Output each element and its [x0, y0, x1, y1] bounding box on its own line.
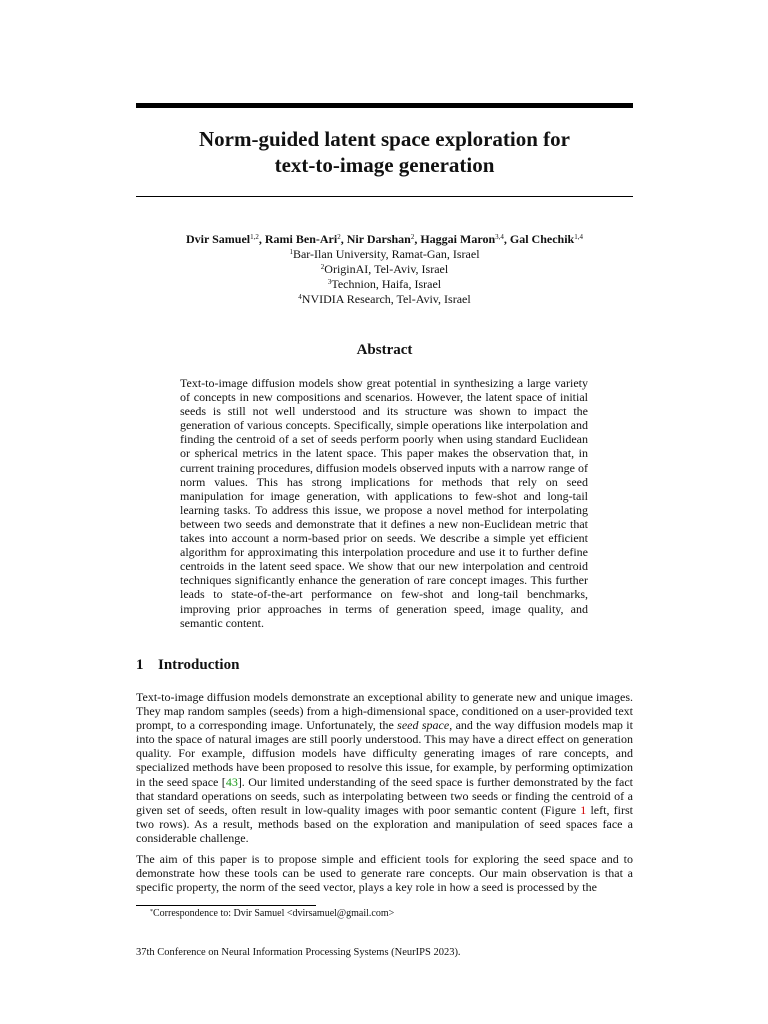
paper-title: [136, 126, 633, 178]
affiliation-4-text: NVIDIA Research, Tel-Aviv, Israel: [301, 292, 471, 306]
author-3-affil: 2: [410, 233, 415, 241]
author-4: Haggai Maron: [420, 232, 496, 246]
intro-p1-part-a: Text-to-image diffusion models demonstrate an exceptional ability to generate new and unique images. They map random samples (seeds) from a high-dimensional space, conditioned on a user-provided text prompt, to a corresponding image. Unfortunately, the: [136, 690, 633, 733]
author-4-affil: 3,4: [495, 233, 504, 241]
affiliation-1: [136, 247, 633, 262]
author-5-affil: 1,4: [574, 233, 583, 241]
affiliation-1-mark: 1: [289, 248, 293, 256]
author-1-affil: 1,2: [250, 233, 259, 241]
footnote: [150, 907, 630, 920]
affiliation-2-mark: 2: [320, 263, 325, 271]
section-heading-introduction: [136, 657, 633, 674]
intro-p1-part-c: ]. Our limited understanding of the seed space is further demonstrated by the fact that standard operations on seeds, such as interpolating between two seeds or finding the centroid of a given set of seeds, often result in low-quality images with poor semantic content (Figure: [136, 774, 633, 817]
intro-p1-part-b: , and the way diffusion models map it into the space of natural images are still poorly understood. This may have a direct effect on generation quality. For example, diffusion models have difficulty generating images of rare concepts, and specialized methods have been proposed to resolve this issue, for example, by performing optimization in the seed space [: [136, 718, 633, 789]
author-1: Dvir Samuel: [186, 232, 251, 246]
venue-line: 37th Conference on Neural Information Processing Systems (NeurIPS 2023).: [136, 947, 461, 958]
figure-ref-link[interactable]: 1: [580, 802, 587, 817]
affiliation-2-text: OriginAI, Tel-Aviv, Israel: [324, 262, 449, 276]
affiliation-1-text: Bar-Ilan University, Ramat-Gan, Israel: [292, 247, 480, 261]
title-line-2: text-to-image generation: [274, 153, 495, 177]
affiliation-4-mark: 4: [298, 293, 302, 301]
intro-paragraph-1: [136, 690, 633, 845]
abstract-text: Text-to-image diffusion models show great potential in synthesizing a large variety of concepts in new compositions and scenarios. However, the latent space of initial seeds is still not well understood and its structure was shown to impact the generation of various concepts. Specifically, simple operations like interpolation and finding the centroid of a set of seeds perform poorly when using standard Euclidean or spherical metrics in the latent space. This paper makes the observation that, in current training procedures, diffusion models observed inputs with a narrow range of norm values. This has strong implications for methods that rely on seed manipulation for image generation, with applications to few-shot and long-tail learning tasks. To address this issue, we propose a novel method for interpolating between two seeds and demonstrate that it defines a new non-Euclidean metric that takes into account a norm-based prior on seeds. We describe a simple yet efficient algorithm for approximating this interpolation procedure and use it to further define centroids in the latent seed space. We show that our new interpolation and centroid techniques significantly enhance the generation of rare concept images. This further leads to state-of-the-art performance on few-shot and long-tail benchmarks, improving prior approaches in terms of generation speed, image quality, and semantic content.: [180, 376, 588, 630]
author-3: Nir Darshan: [346, 232, 411, 246]
intro-p1-part-d: left, first two rows). As a result, methods based on the exploration and manipulation of seed spaces face a considerable challenge.: [136, 802, 633, 845]
footnote-mark: *: [150, 909, 153, 915]
affiliation-4: [136, 292, 633, 307]
section-title: Introduction: [158, 657, 240, 673]
footnote-text: Correspondence to: Dvir Samuel <dvirsamuel@gmail.com>: [153, 908, 395, 919]
intro-p1-emphasis: seed space: [397, 718, 450, 733]
abstract-heading: Abstract: [356, 342, 413, 358]
footnote-rule: [136, 905, 316, 906]
affiliation-2: [136, 262, 633, 277]
title-bottom-rule: [136, 196, 633, 197]
author-2: Rami Ben-Ari: [264, 232, 338, 246]
citation-link[interactable]: 43: [225, 774, 238, 789]
author-5: Gal Chechik: [509, 232, 575, 246]
affiliation-3-text: Technion, Haifa, Israel: [331, 277, 442, 291]
author-2-affil: 2: [337, 233, 341, 241]
introduction-body: [136, 690, 633, 901]
author-block: [136, 232, 633, 307]
intro-paragraph-2: The aim of this paper is to propose simple and efficient tools for exploring the seed space and to demonstrate how these tools can be used to generate rare concepts. Our main observation is that a specific property, the norm of the seed vector, plays a key role in how a seed is processed by the: [136, 852, 633, 895]
title-line-1: Norm-guided latent space exploration for: [199, 127, 570, 151]
title-top-rule: [136, 103, 633, 108]
section-number: 1: [136, 657, 144, 673]
author-names: Dvir Samuel$^{1,2}$, Rami Ben-Ari$^2$, Nir Darshan$^2$, Haggai Maron$^{3,4}$, Gal Chechik$^{1,4}$: [186, 232, 583, 246]
affiliation-3: [136, 277, 633, 292]
affiliation-3-mark: 3: [327, 278, 332, 286]
